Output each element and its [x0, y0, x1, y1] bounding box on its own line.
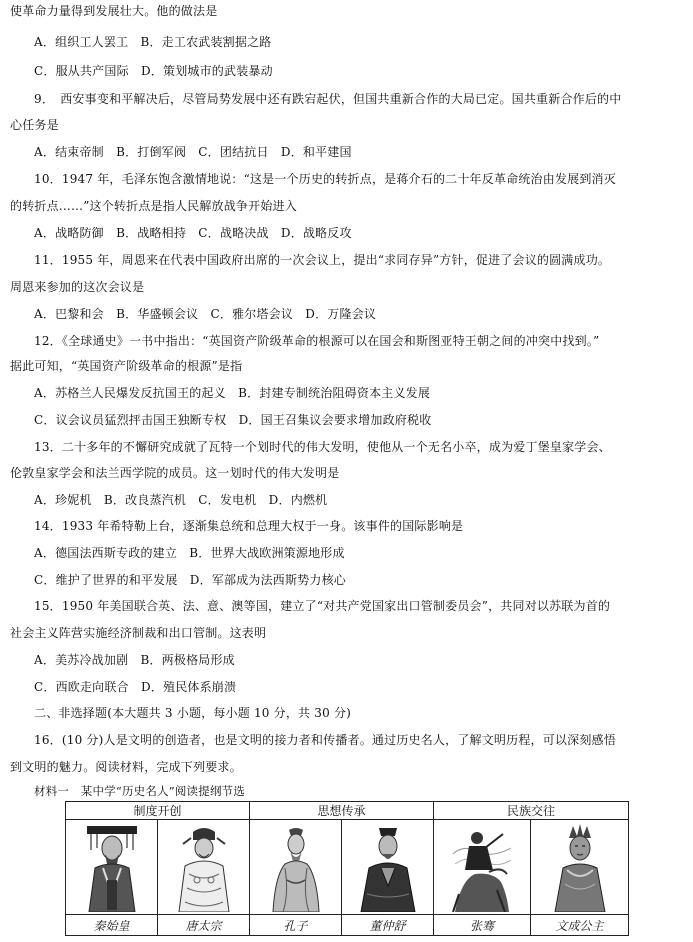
q9-stem: 9． 西安事变和平解决后，尽管局势发展中还有跌宕起伏，但国共重新合作的大局已定。国共重新合作后的中 [34, 92, 622, 106]
material-title: 材料一 某中学“历史名人”阅读提纲节选 [34, 784, 246, 798]
q14-options-cd: C．维护了世界的和平发展 D．军部成为法西斯势力核心 [34, 573, 347, 587]
q14-stem: 14．1933 年希特勒上台，逐渐集总统和总理大权于一身。该事件的国际影响是 [34, 519, 464, 533]
q11-stem-cont: 周恩来参加的这次会议是 [10, 280, 145, 294]
q13-stem-cont: 伦敦皇家学会和法兰西学院的成员。这一划时代的伟大发明是 [10, 466, 340, 480]
portrait-cell [66, 820, 158, 915]
q16-stem-cont: 到文明的魅力。阅读材料，完成下列要求。 [10, 760, 242, 774]
figure-name: 秦始皇 [66, 915, 158, 936]
table-header-ethnic: 民族交往 [434, 802, 629, 820]
q13-options: A．珍妮机 B．改良蒸汽机 C．发电机 D．内燃机 [34, 493, 328, 507]
q15-stem: 15．1950 年美国联合英、法、意、澳等国，建立了“对共产党国家出口管制委员会”，共同对以苏联为首的 [34, 599, 611, 613]
portrait-cell [434, 820, 531, 915]
portrait-cell [342, 820, 434, 915]
q13-stem: 13．二十多年的不懈研究成就了瓦特一个划时代的伟大发明，使他从一个无名小卒，成为爱丁堡皇家学会、 [34, 440, 611, 454]
zhang-qian-portrait-image [449, 824, 515, 912]
table-header-system: 制度开创 [66, 802, 250, 820]
table-header-thought: 思想传承 [250, 802, 434, 820]
reading-outline-table [65, 801, 629, 936]
q16-stem: 16．(10 分)人是文明的创造者，也是文明的接力者和传播者。通过历史名人，了解文明历程，可以深刻感悟 [34, 733, 616, 747]
q12-stem-cont: 据此可知，“英国资产阶级革命的根源”是指 [10, 359, 243, 373]
q14-options-ab: A．德国法西斯专政的建立 B．世界大战欧洲策源地形成 [34, 546, 345, 560]
q15-options-cd: C．西欧走向联合 D．殖民体系崩溃 [34, 680, 237, 694]
q12-options-ab: A．苏格兰人民爆发反抗国王的起义 B．封建专制统治阻碍资本主义发展 [34, 386, 431, 400]
text-line: 使革命力量得到发展壮大。他的做法是 [10, 4, 218, 18]
q9-stem-cont: 心任务是 [10, 118, 59, 132]
figure-name: 董仲舒 [342, 915, 434, 936]
portrait-cell [531, 820, 629, 915]
confucius-portrait-image [265, 824, 327, 912]
emperor-portrait-image [81, 824, 143, 912]
q11-options: A．巴黎和会 B．华盛顿会议 C．雅尔塔会议 D．万隆会议 [34, 307, 377, 321]
dong-zhongshu-portrait-image [357, 824, 419, 912]
figure-name: 文成公主 [531, 915, 629, 936]
emperor-taizong-portrait-image [173, 824, 235, 912]
section-heading: 二、非选择题(本大题共 3 小题，每小题 10 分，共 30 分) [34, 706, 352, 720]
q15-options-ab: A．美苏冷战加剧 B．两极格局形成 [34, 653, 235, 667]
q8-options-cd: C．服从共产国际 D．策划城市的武装暴动 [34, 64, 273, 78]
q12-stem: 12．《全球通史》一书中指出：“英国资产阶级革命的根源可以在国会和斯图亚特王朝之间的冲突中找到。” [34, 334, 600, 348]
q15-stem-cont: 社会主义阵营实施经济制裁和出口管制。这表明 [10, 626, 267, 640]
figure-name: 孔子 [250, 915, 342, 936]
q8-options-ab: A．组织工人罢工 B．走工农武装割据之路 [34, 35, 272, 49]
portrait-cell [250, 820, 342, 915]
figure-name: 张骞 [434, 915, 531, 936]
portrait-cell [158, 820, 250, 915]
q9-options: A．结束帝制 B．打倒军阀 C．团结抗日 D．和平建国 [34, 145, 352, 159]
q10-options: A．战略防御 B．战略相持 C．战略决战 D．战略反攻 [34, 226, 352, 240]
q10-stem-cont: 的转折点……”这个转折点是指人民解放战争开始进入 [10, 199, 297, 213]
q12-options-cd: C．议会议员猛烈抨击国王独断专权 D．国王召集议会要求增加政府税收 [34, 413, 432, 427]
princess-wencheng-statue-image [549, 824, 611, 912]
q10-stem: 10．1947 年，毛泽东饱含激情地说：“这是一个历史的转折点，是蒋介石的二十年反革命统治由发展到消灭 [34, 172, 616, 186]
q11-stem: 11．1955 年，周恩来在代表中国政府出席的一次会议上，提出“求同存异”方针，促进了会议的圆满成功。 [34, 253, 611, 267]
figure-name: 唐太宗 [158, 915, 250, 936]
